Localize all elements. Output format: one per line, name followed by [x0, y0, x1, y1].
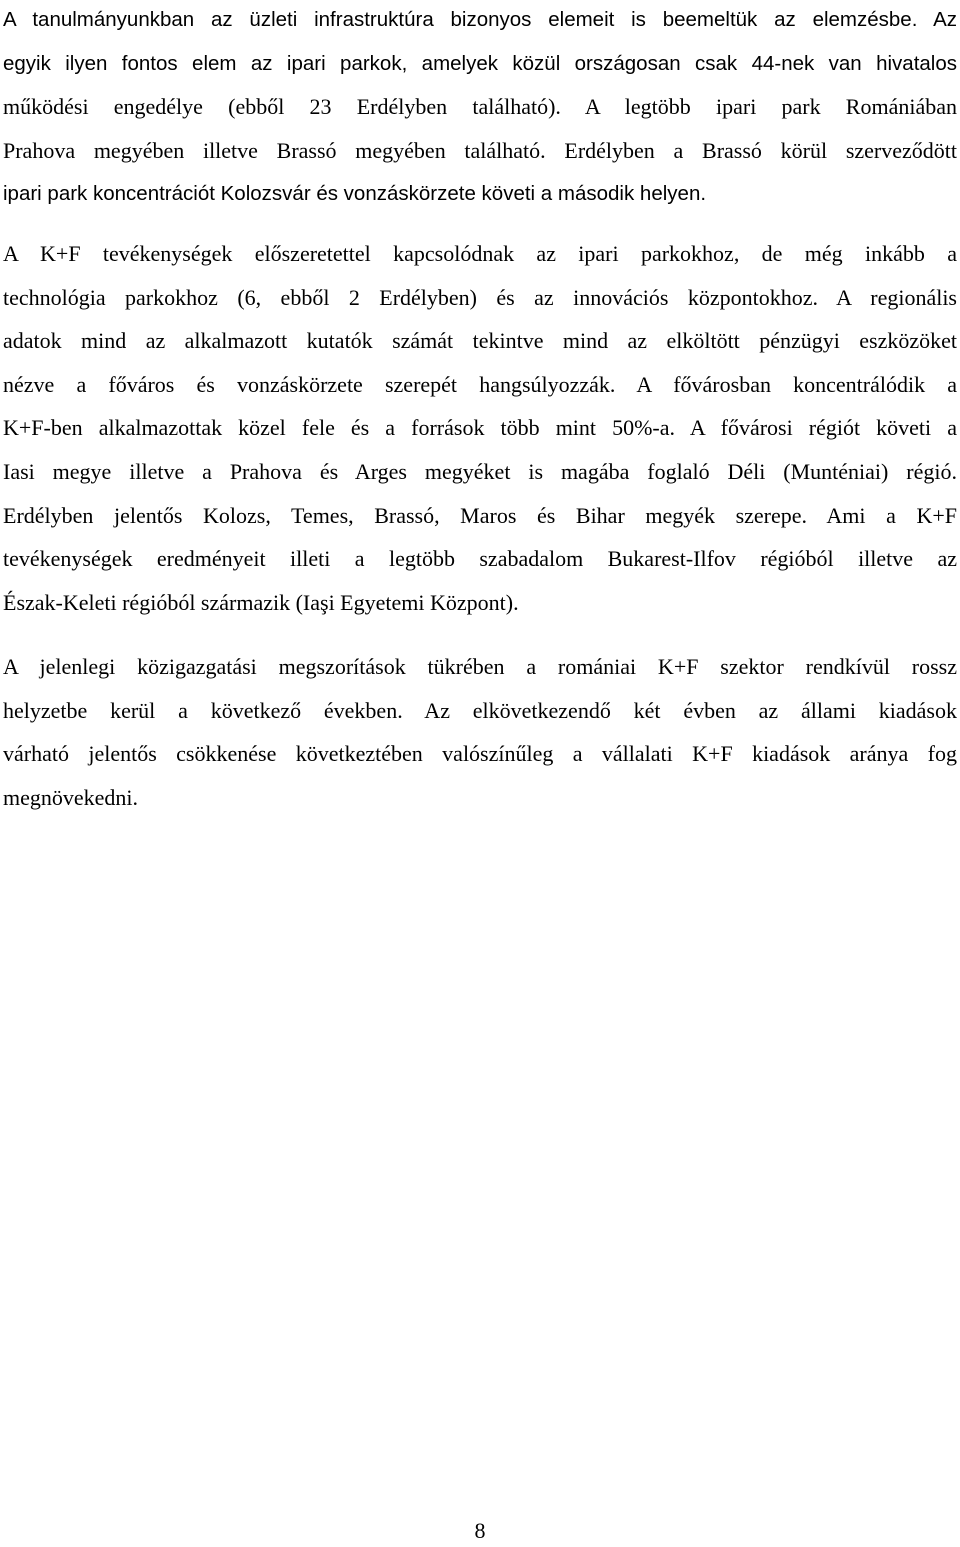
text-line: technológia parkokhoz (6, ebből 2 Erdélyben) és az innovációs központokhoz. A regionális: [3, 284, 957, 310]
text-line: adatok mind az alkalmazott kutatók számát tekintve mind az elköltött pénzügyi eszközöket: [3, 328, 957, 354]
paragraph-austerity-outlook: [3, 645, 957, 819]
text-line: működési engedélye (ebből 23 Erdélyben található). A legtöbb ipari park Romániában: [3, 94, 957, 120]
text-line: Erdélyben jelentős Kolozs, Temes, Brassó, Maros és Bihar megyék szerepe. Ami a K+F: [3, 502, 957, 528]
text-line: K+F-ben alkalmazottak közel fele és a források több mint 50%-a. A fővárosi régiót követi a: [3, 415, 957, 441]
text-line: A K+F tevékenységek előszeretettel kapcsolódnak az ipari parkokhoz, de még inkább a: [3, 241, 957, 266]
paragraph-industrial-parks: [3, 0, 957, 216]
text-line: tevékenységek eredményeit illeti a legtöbb szabadalom Bukarest-Ilfov régióból illetve az: [3, 546, 957, 572]
text-line: nézve a főváros és vonzáskörzete szerepét hangsúlyozzák. A fővárosban koncentrálódik a: [3, 371, 957, 397]
text-line: megnövekedni.: [3, 784, 139, 810]
paragraph-rd-activities: [3, 232, 957, 624]
text-line: egyik ilyen fontos elem az ipari parkok, amelyek közül országosan csak 44-nek van hivatalos: [3, 51, 957, 75]
text-line: A tanulmányunkban az üzleti infrastruktúra bizonyos elemeit is beemeltük az elemzésbe. Az: [3, 8, 957, 31]
text-line: ipari park koncentrációt Kolozsvár és vonzáskörzete követi a második helyen.: [3, 182, 707, 206]
text-line: helyzetbe kerül a következő években. Az elkövetkezendő két évben az állami kiadások: [3, 697, 957, 723]
text-line: Iasi megye illetve a Prahova és Arges megyéket is magába foglaló Déli (Munténiai) régió.: [3, 458, 957, 484]
page-number: 8: [474, 1518, 486, 1543]
text-line: Prahova megyében illetve Brassó megyében található. Erdélyben a Brassó körül szerveződött: [3, 137, 957, 163]
text-line: várható jelentős csökkenése következtében valószínűleg a vállalati K+F kiadások aránya fog: [3, 741, 957, 767]
text-line: A jelenlegi közigazgatási megszorítások tükrében a romániai K+F szektor rendkívül rossz: [3, 654, 957, 679]
text-line: Észak-Keleti régióból származik (Iaşi Egyetemi Központ).: [3, 589, 519, 615]
